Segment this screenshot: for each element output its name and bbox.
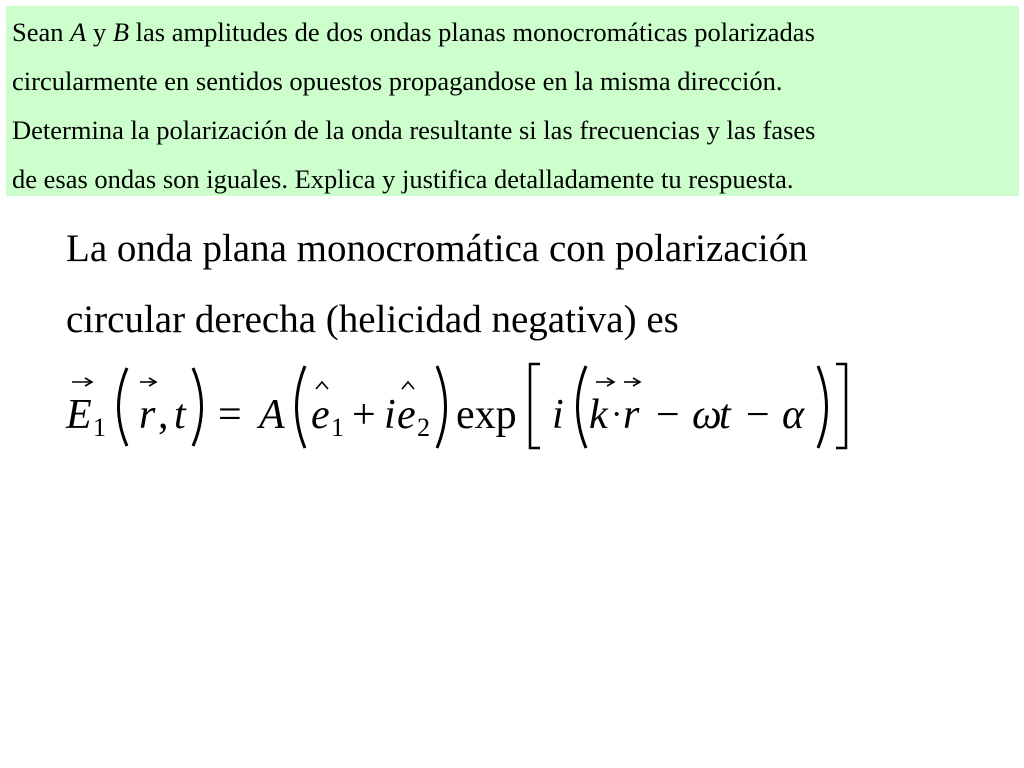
problem-line-3: Determina la polarización de la onda resultante si las frecuencias y las fases (12, 115, 816, 145)
answer-text-line-2: circular derecha (helicidad negativa) es (66, 298, 679, 341)
close-bracket (836, 364, 846, 448)
imaginary-i-1: i (384, 392, 396, 438)
time-t: t (174, 392, 186, 438)
time-t-2: t (719, 392, 731, 438)
unit-vector-e1-subscript: 1 (331, 413, 344, 442)
problem-line-2: circularmente en sentidos opuestos propagandose en la misma dirección. (12, 66, 783, 96)
close-paren-1 (193, 368, 202, 446)
problem-line-4: de esas ondas son iguales. Explica y justifica detalladamente tu respuesta. (12, 164, 794, 194)
unit-hat-e2 (402, 382, 414, 389)
problem-line-1-post: las amplitudes de dos ondas planas monocromáticas polarizadas (129, 17, 815, 47)
position-r: r (139, 392, 156, 438)
amplitude-a: A (259, 392, 285, 438)
comma: , (158, 392, 169, 438)
field-e-subscript: 1 (93, 413, 106, 442)
answer-text-line-1: La onda plana monocromática con polarización (66, 227, 808, 270)
field-e-symbol: E (66, 392, 92, 438)
imaginary-i-2: i (552, 392, 564, 438)
problem-line-1-pre: Sean (12, 17, 71, 47)
exp-function: exp (456, 392, 517, 438)
unit-hat-e1 (316, 382, 328, 389)
minus-sign-1: − (656, 392, 680, 438)
open-paren-1 (119, 368, 128, 446)
unit-vector-e2: e (397, 392, 416, 438)
angular-frequency-omega: ω (692, 392, 722, 438)
open-paren-3 (578, 366, 587, 448)
open-bracket (530, 364, 540, 448)
position-r-2: r (623, 392, 640, 438)
minus-sign-2: − (746, 392, 770, 438)
plus-sign: + (352, 392, 376, 438)
unit-vector-e2-subscript: 2 (417, 413, 430, 442)
open-paren-2 (297, 366, 306, 448)
variable-a: A (70, 17, 87, 47)
close-paren-3 (818, 366, 827, 448)
problem-line-1-mid: y (86, 17, 113, 47)
close-paren-2 (437, 366, 446, 448)
wave-vector-k: k (589, 392, 608, 438)
unit-vector-e1: e (311, 392, 330, 438)
dot-product: · (611, 396, 623, 433)
equals-sign: = (218, 392, 242, 438)
phase-alpha: α (782, 392, 805, 438)
variable-b: B (112, 17, 130, 47)
